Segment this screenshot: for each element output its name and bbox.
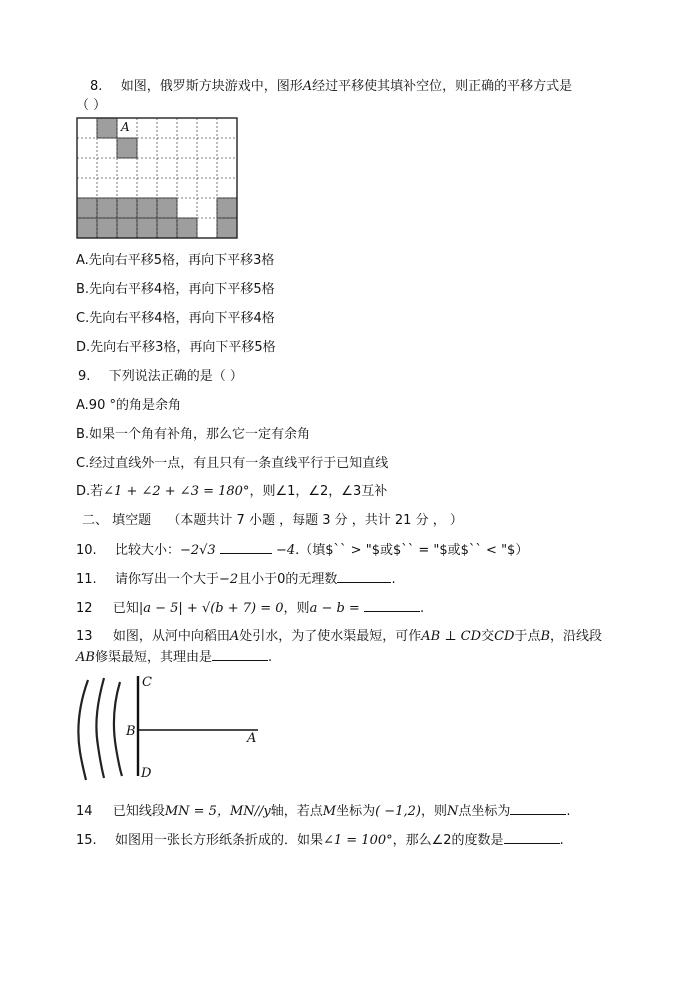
q13-line-2 bbox=[76, 648, 272, 667]
q14-text-d: ，则 bbox=[420, 804, 447, 819]
q14-text-c: 坐标为 bbox=[336, 804, 376, 819]
q13-var-a: A bbox=[229, 629, 240, 644]
section-2-heading bbox=[82, 512, 463, 530]
q11-math-a: −2 bbox=[218, 572, 239, 587]
q9-option-a: A.90 °的角是余角 bbox=[76, 398, 181, 413]
q8-option-a: A.先向右平移5格，再向下平移3格 bbox=[76, 253, 275, 268]
q13-end: . bbox=[267, 650, 273, 665]
label-b: B bbox=[126, 724, 136, 739]
shaded-cell bbox=[97, 198, 117, 218]
q10-text-a: 比较大小： bbox=[114, 543, 180, 558]
q15-text-b: ，那么∠2的度数是 bbox=[392, 833, 504, 848]
river-bank-3 bbox=[114, 682, 122, 776]
q12-text-a: 已知 bbox=[112, 601, 139, 616]
q8-option-c: C.先向右平移4格，再向下平移4格 bbox=[76, 311, 275, 326]
q8-stem bbox=[90, 78, 572, 96]
q13-text-d: 于点 bbox=[514, 629, 541, 644]
q14-end: . bbox=[566, 804, 571, 819]
shaded-cell bbox=[217, 218, 237, 238]
label-d: D bbox=[141, 766, 152, 781]
river-bank-1 bbox=[78, 680, 88, 780]
q12-text-b: ，则 bbox=[283, 601, 310, 616]
q13-text-a: 如图，从河中向稻田 bbox=[112, 629, 230, 644]
q12-answer-blank[interactable] bbox=[364, 599, 420, 612]
shaded-cell bbox=[137, 198, 157, 218]
q13-var-b: B bbox=[540, 629, 551, 644]
q15 bbox=[76, 831, 564, 850]
q8-stem-text-a: 如图，俄罗斯方块游戏中，图形 bbox=[120, 79, 303, 94]
q11-answer-blank[interactable] bbox=[337, 570, 391, 583]
river-bank-2 bbox=[96, 678, 104, 778]
q13-answer-blank[interactable] bbox=[212, 648, 268, 661]
shaded-cell bbox=[157, 198, 177, 218]
q13-text-b: 处引水，为了使水渠最短，可作 bbox=[239, 629, 422, 644]
label-a: A bbox=[247, 731, 257, 746]
q11-text-b: 且小于0的无理数 bbox=[238, 572, 338, 587]
shaded-cell bbox=[97, 218, 117, 238]
q12-math-b: a − b = bbox=[309, 601, 360, 616]
q9-option-d bbox=[76, 483, 387, 501]
q10-number: 10. bbox=[76, 543, 97, 558]
q9-number: 9. bbox=[78, 369, 91, 384]
q14-math-n: N bbox=[446, 804, 459, 819]
q14 bbox=[76, 802, 570, 821]
shaded-cell bbox=[117, 198, 137, 218]
q14-math-coord: ( −1,2) bbox=[375, 804, 421, 819]
q14-text-b: 轴，若点 bbox=[270, 804, 323, 819]
shaded-cell bbox=[77, 198, 97, 218]
q11-end: . bbox=[391, 572, 396, 587]
q15-math-a: ∠1 = 100° bbox=[322, 833, 393, 848]
q12-end: . bbox=[419, 601, 425, 616]
shaded-cell bbox=[217, 198, 237, 218]
tetris-grid-figure bbox=[76, 117, 238, 239]
label-c: C bbox=[142, 675, 152, 690]
q9-stem bbox=[78, 368, 243, 386]
q11-text-a: 请你写出一个大于 bbox=[114, 572, 219, 587]
shaded-cell bbox=[157, 218, 177, 238]
q8-option-d: D.先向右平移3格，再向下平移5格 bbox=[76, 340, 276, 355]
q15-answer-blank[interactable] bbox=[504, 831, 560, 844]
q10-math-b: −4. bbox=[275, 543, 300, 558]
q14-number: 14 bbox=[76, 804, 93, 819]
q15-text-a: 如图用一张长方形纸条折成的．如果 bbox=[114, 833, 323, 848]
q13-line2-var: AB bbox=[76, 650, 95, 665]
shaded-cell bbox=[77, 218, 97, 238]
q10-answer-blank[interactable] bbox=[220, 541, 272, 554]
q9-option-b: B.如果一个角有补角，那么它一定有余角 bbox=[76, 427, 311, 442]
q13-var-perp: AB ⊥ CD bbox=[421, 629, 482, 644]
q14-math-a: MN = 5，MN//y bbox=[164, 804, 271, 819]
q15-number: 15. bbox=[76, 833, 97, 848]
section-2-title: 二、 填空题 bbox=[82, 513, 152, 528]
q11 bbox=[76, 570, 396, 589]
q12-number: 12 bbox=[76, 601, 93, 616]
q9-option-d-prefix: D.若 bbox=[76, 484, 104, 499]
shaded-cell bbox=[117, 218, 137, 238]
q14-answer-blank[interactable] bbox=[510, 802, 566, 815]
q11-number: 11. bbox=[76, 572, 97, 587]
q13-number: 13 bbox=[76, 629, 93, 644]
q13-text-c: 交 bbox=[481, 629, 495, 644]
q9-option-c: C.经过直线外一点，有且只有一条直线平行于已知直线 bbox=[76, 456, 389, 471]
q10 bbox=[76, 541, 528, 560]
q8-stem-var: A bbox=[302, 79, 313, 94]
q13-var-cd: CD bbox=[494, 629, 515, 644]
q13-line-1 bbox=[76, 628, 602, 646]
river-canal-figure bbox=[72, 672, 272, 790]
q10-text-b: （填$`` > "$或$`` = "$或$`` < "$） bbox=[299, 543, 529, 558]
q10-math-a: −2√3 bbox=[179, 543, 216, 558]
shaded-cell bbox=[117, 138, 137, 158]
shaded-cell bbox=[177, 218, 197, 238]
q8-option-b: B.先向右平移4格，再向下平移5格 bbox=[76, 282, 275, 297]
q9-stem-text: 下列说法正确的是（ ） bbox=[108, 369, 243, 384]
q14-text-a: 已知线段 bbox=[112, 804, 165, 819]
q9-option-d-math: ∠1 + ∠2 + ∠3 = 180° bbox=[103, 484, 250, 499]
q9-option-d-suffix: ，则∠1，∠2，∠3互补 bbox=[249, 484, 388, 499]
q8-number: 8. bbox=[90, 79, 103, 94]
q12-math-a: |a − 5| + √(b + 7) = 0 bbox=[138, 601, 284, 616]
q13-text-e: ，沿线段 bbox=[550, 629, 603, 644]
section-2-note: （本题共计 7 小题 ，每题 3 分 ，共计 21 分 ， ） bbox=[167, 513, 463, 528]
grid-label-a: A bbox=[121, 120, 130, 134]
shaded-cell bbox=[97, 118, 117, 138]
q14-text-e: 点坐标为 bbox=[458, 804, 511, 819]
shaded-cell bbox=[137, 218, 157, 238]
q14-math-m: M bbox=[322, 804, 337, 819]
q8-stem-text-b: 经过平移使其填补空位，则正确的平移方式是 bbox=[312, 79, 573, 94]
q13-line2-text: 修渠最短，其理由是 bbox=[94, 650, 212, 665]
q15-end: . bbox=[559, 833, 564, 848]
q12 bbox=[76, 599, 424, 618]
q8-paren: （ ） bbox=[76, 98, 107, 113]
